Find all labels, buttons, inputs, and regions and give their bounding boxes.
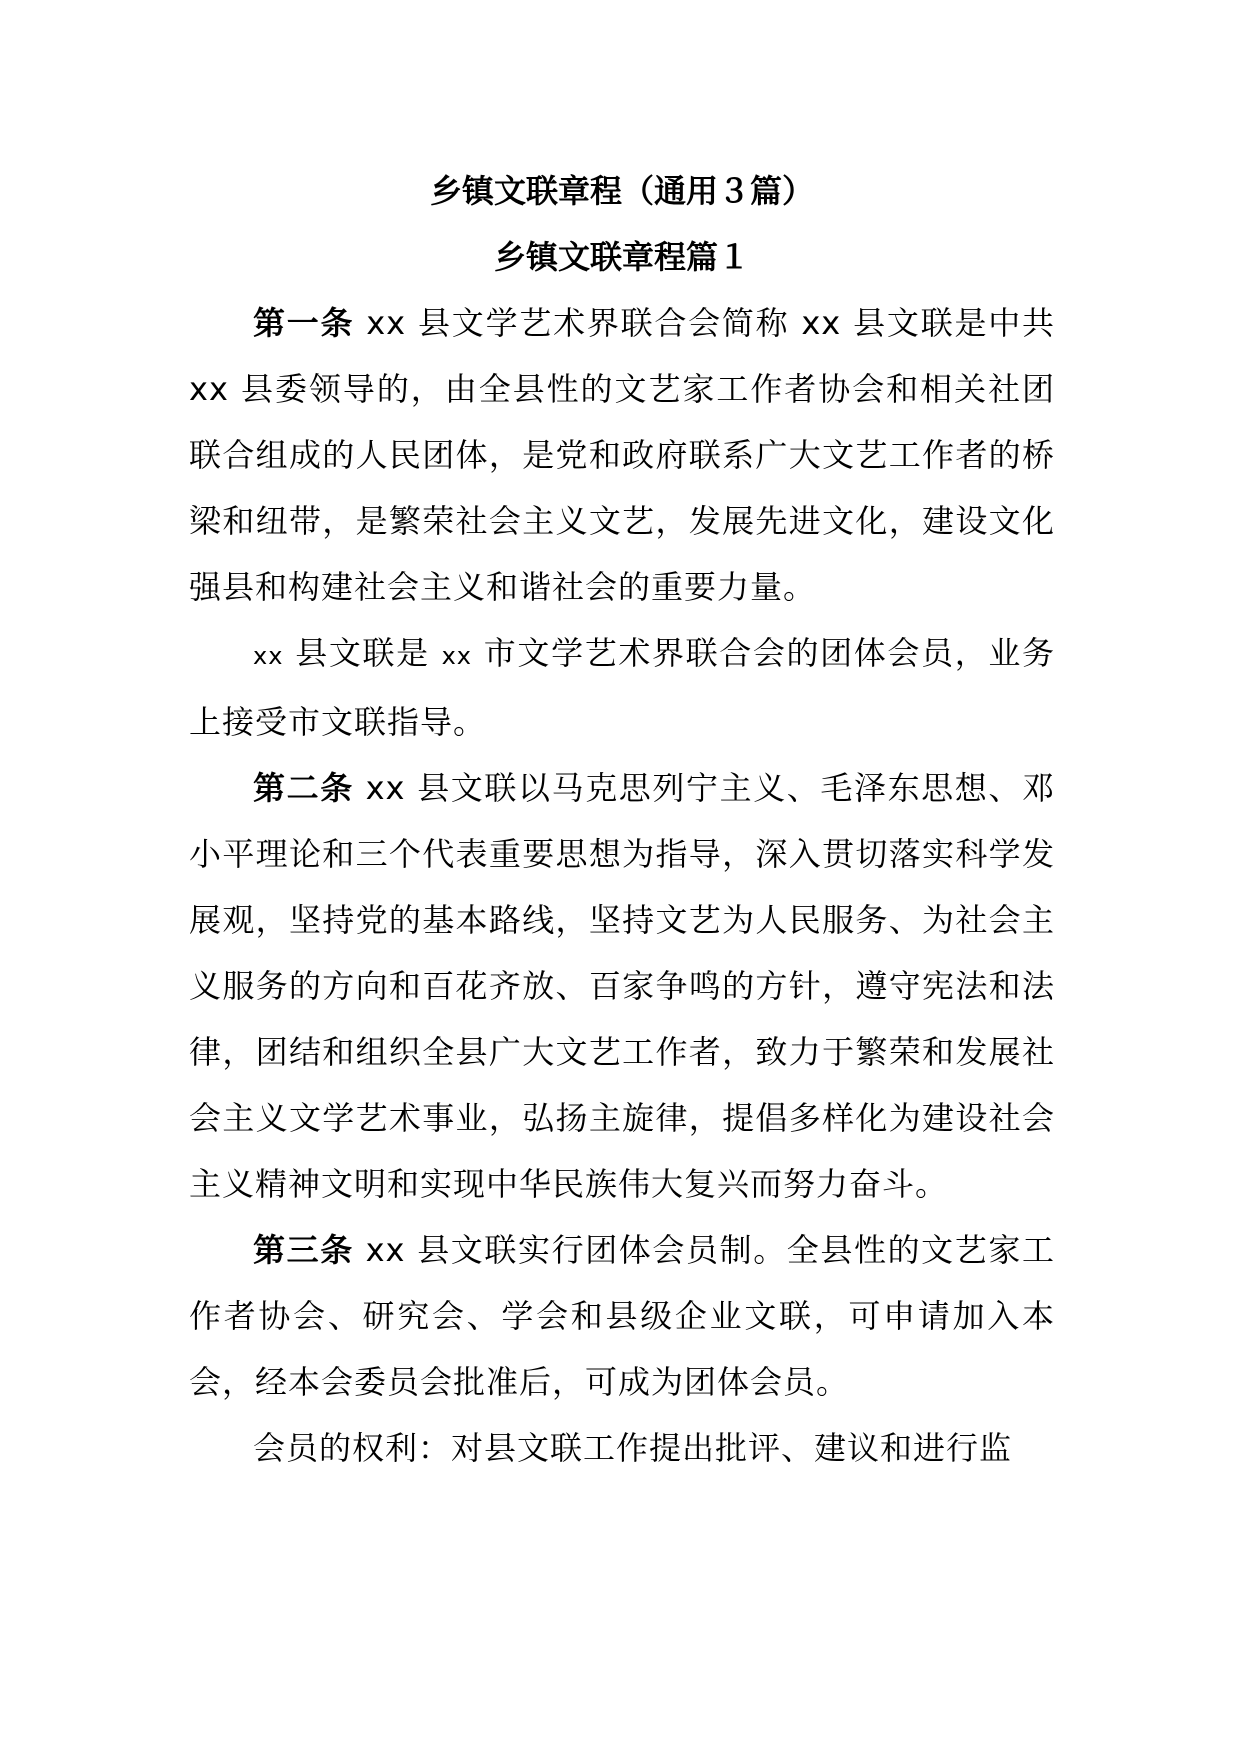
article-3-label: 第三条 [253, 1231, 354, 1269]
city-abbrev: xx [441, 642, 472, 670]
article-3-text: xx 县文联实行团体会员制。全县性的文艺家工作者协会、研究会、学会和县级企业文联，可申请加入本会，经本会委员会批准后，可成为团体会员。 [189, 1231, 1055, 1401]
article-1-label: 第一条 [253, 304, 355, 342]
document-page [189, 158, 1055, 1481]
county-abbrev: xx [253, 642, 284, 670]
article-1-paragraph [189, 290, 1055, 620]
article-1-text: xx 县文学艺术界联合会简称 xx 县文联是中共 xx 县委领导的，由全县性的文艺家工作者协会和相关社团联合组成的人民团体，是党和政府联系广大文艺工作者的桥梁和纽带，是繁荣社会主义文艺，发展先进文化，建设文化强县和构建社会主义和谐社会的重要力量。 [189, 304, 1055, 606]
membership-text-b: 市文学艺术界联合会的团体会员，业务上接受市文联指导。 [189, 634, 1055, 741]
document-title: 乡镇文联章程（通用３篇） [429, 172, 814, 210]
membership-text-a: 县文联是 [283, 634, 442, 672]
membership-paragraph [189, 620, 1055, 755]
article-2-paragraph [189, 755, 1055, 1217]
article-3-paragraph [189, 1217, 1055, 1415]
article-2-label: 第二条 [253, 769, 354, 807]
section-title: 乡镇文联章程篇１ [493, 238, 750, 276]
member-rights-paragraph [189, 1415, 1055, 1481]
member-rights-text: 会员的权利：对县文联工作提出批评、建议和进行监 [253, 1429, 1013, 1467]
article-2-text: xx 县文联以马克思列宁主义、毛泽东思想、邓小平理论和三个代表重要思想为指导，深入贯切落实科学发展观，坚持党的基本路线，坚持文艺为人民服务、为社会主义服务的方向和百花齐放、百家争鸣的方针，遵守宪法和法律，团结和组织全县广大文艺工作者，致力于繁荣和发展社会主义文学艺术事业，弘扬主旋律，提倡多样化为建设社会主义精神文明和实现中华民族伟大复兴而努力奋斗。 [189, 769, 1055, 1203]
